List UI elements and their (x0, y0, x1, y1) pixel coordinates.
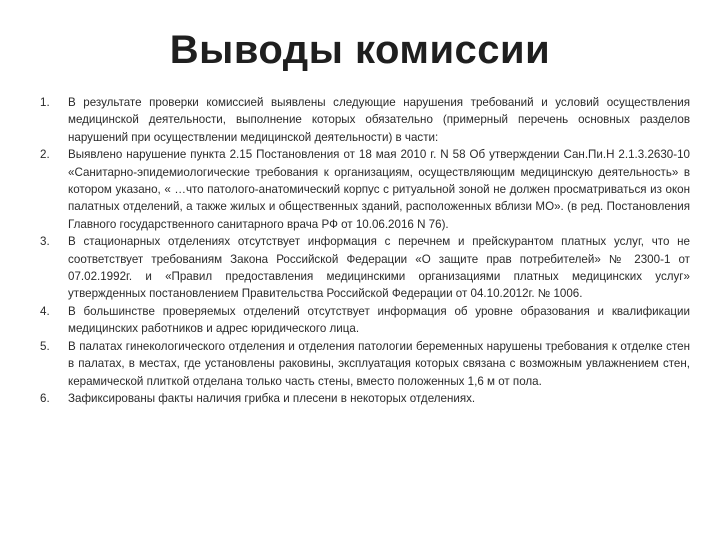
list-item-text: В большинстве проверяемых отделений отсутствует информация об уровне образования и квалификации медицинских работников и адрес юридического лица. (68, 304, 690, 336)
list-item-number: 3. (40, 235, 50, 249)
list-item (30, 94, 690, 146)
list-item (30, 338, 690, 390)
list-item-text: Выявлено нарушение пункта 2.15 Постановления от 18 мая 2010 г. N 58 Об утверждении Сан.Пи.Н 2.1.3.2630-10 «Санитарно-эпидемиологические требования к организациям, осуществляющим медицинскую деятельность» в котором указано, « …что патолого-анатомический корпус с ритуальной зоной не должен просматриваться из окон палатных отделений, а также жилых и общественных зданий, расположенных вблизи МО». (в ред. Постановления Главного государственного санитарного врача РФ от 10.06.2016 N 76). (68, 148, 690, 231)
list-item-text: В палатах гинекологического отделения и отделения патологии беременных нарушены требования к отделке стен в палатах, в местах, где установлены раковины, эксплуатация которых связана с возможным увлажнением стен, керамической плиткой отделана только часть стены, вместо положенных 1,6 м от пола. (68, 339, 690, 388)
list-item-text: В результате проверки комиссией выявлены следующие нарушения требований и условий осуществления медицинской деятельности, выполнение которых обязательно (примерный перечень основных разделов нарушений при осуществлении медицинской деятельности) в части: (68, 96, 690, 144)
list-item-number: 1. (40, 96, 50, 109)
slide-title: Выводы комиссии (169, 28, 551, 72)
list-item-text: Зафиксированы факты наличия грибка и плесени в некоторых отделениях. (68, 391, 476, 405)
list-item (30, 233, 690, 303)
list-item-text: В стационарных отделениях отсутствует информация с перечнем и прейскурантом платных услуг, что не соответствует требованиям Закона Российской Федерации «О защите прав потребителей» № 2300-1 от 07.02.1992г. и «Правил предоставления медицинскими организациями платных медицинских услуг» утвержденных постановлением Правительства Российской Федерации от 04.10.2012г. № 1006. (68, 235, 690, 301)
list-item-number: 2. (40, 148, 50, 162)
list-item-number: 5. (40, 339, 50, 353)
list-item-number: 6. (40, 391, 50, 405)
list-item (30, 390, 690, 407)
list-item-number: 4. (40, 304, 50, 318)
findings-list (30, 94, 690, 407)
list-item (30, 146, 690, 233)
list-item (30, 303, 690, 338)
